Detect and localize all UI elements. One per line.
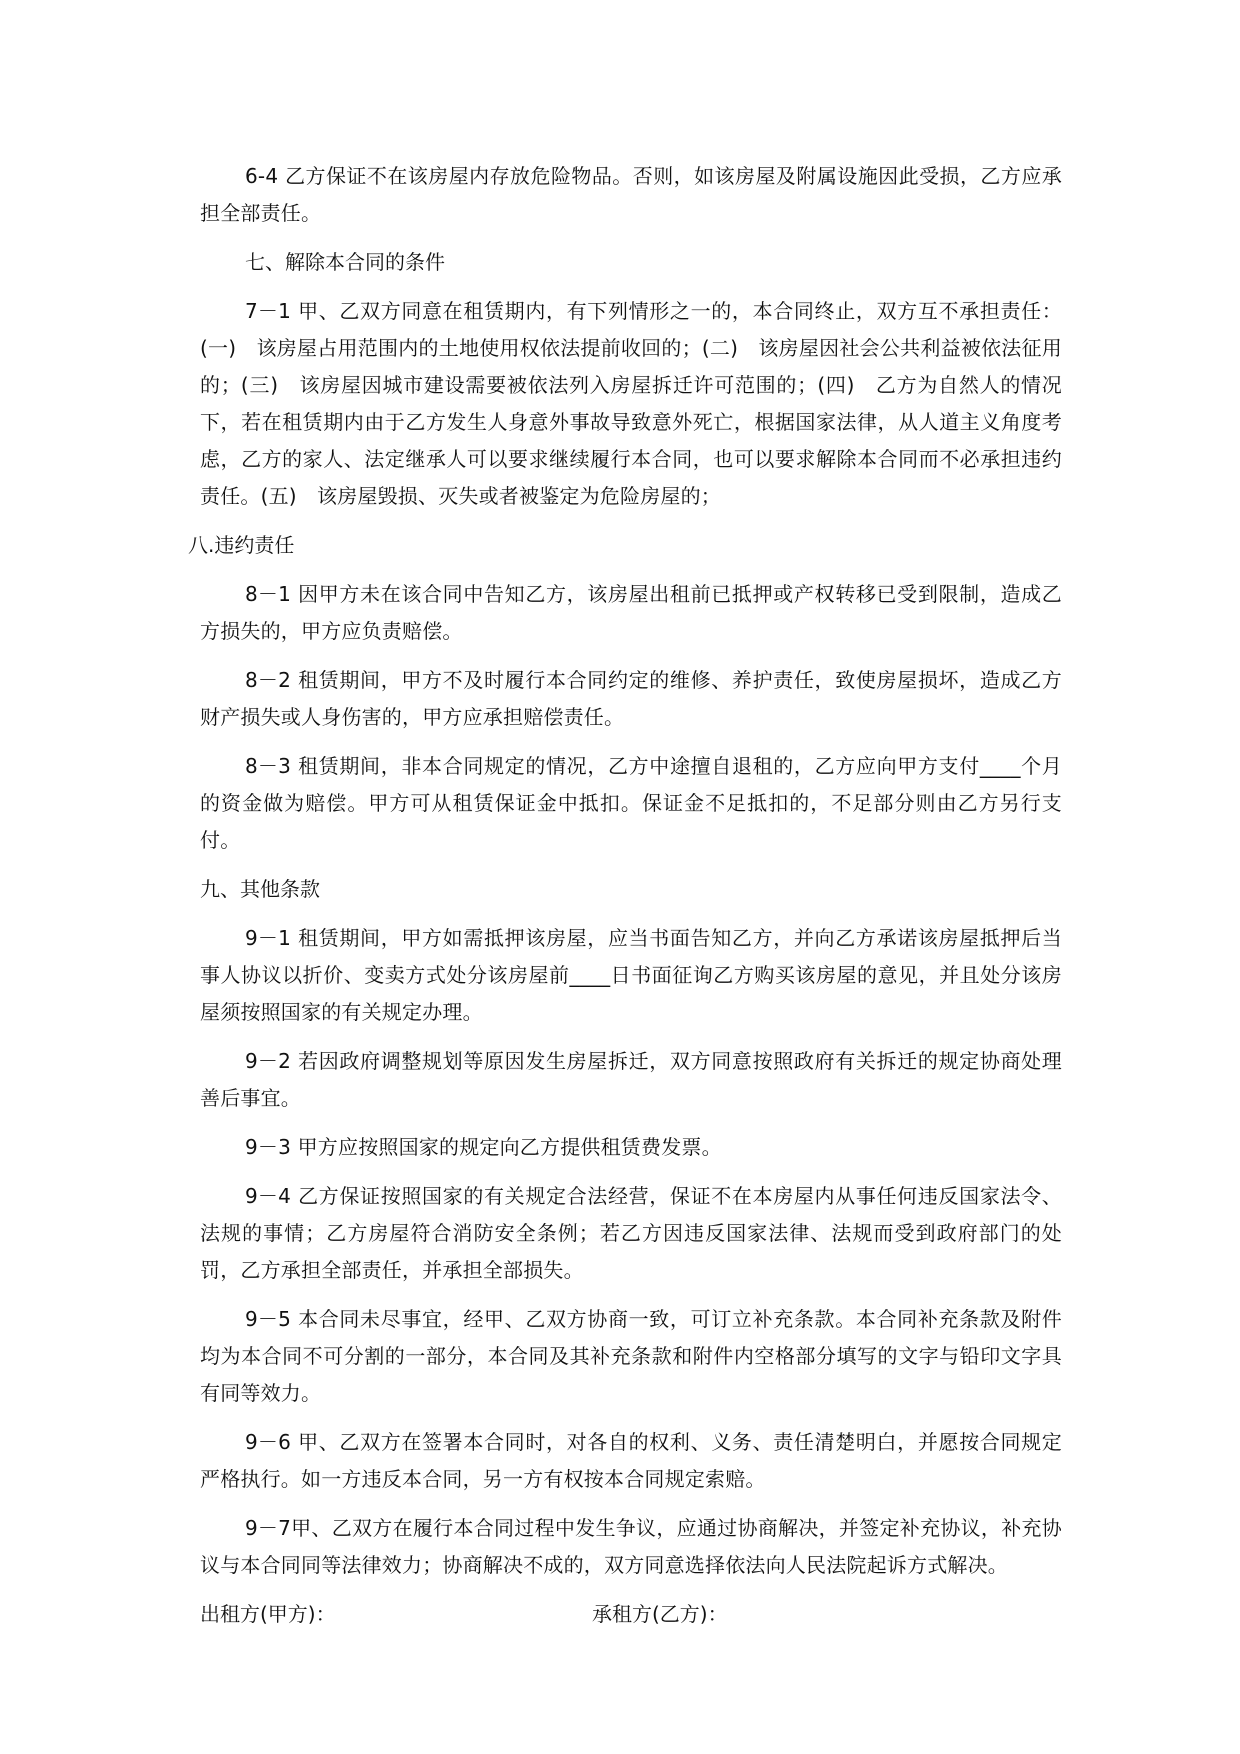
section-heading-9: 九、其他条款 (200, 877, 320, 901)
clause-6-4: 6-4 乙方保证不在该房屋内存放危险物品。否则，如该房屋及附属设施因此受损，乙方应承担全部责任。 (200, 164, 1062, 225)
section-heading-7: 七、解除本合同的条件 (245, 250, 445, 274)
clause-8-3: 8－3 租赁期间，非本合同规定的情况，乙方中途擅自退租的，乙方应向甲方支付____个月的资金做为赔偿。甲方可从租赁保证金中抵扣。保证金不足抵扣的，不足部分则由乙方另行支付。 (200, 754, 1062, 852)
clause-9-2: 9－2 若因政府调整规划等原因发生房屋拆迁，双方同意按照政府有关拆迁的规定协商处理善后事宜。 (200, 1049, 1062, 1110)
clause-8-1: 8－1 因甲方未在该合同中告知乙方，该房屋出租前已抵押或产权转移已受到限制，造成乙方损失的，甲方应负责赔偿。 (200, 582, 1062, 643)
clause-7-1: 7－1 甲、乙双方同意在租赁期内，有下列情形之一的，本合同终止，双方互不承担责任：(一) 该房屋占用范围内的土地使用权依法提前收回的；(二) 该房屋因社会公共利益被依法征用的；(三) 该房屋因城市建设需要被依法列入房屋拆迁许可范围的；(四) 乙方为自然人的情况下，若在租赁期内由于乙方发生人身意外事故导致意外死亡，根据国家法律，从人道主义角度考虑，乙方的家人、法定继承人可以要求继续履行本合同，也可以要求解除本合同而不必承担违约责任。(五) 该房屋毁损、灭失或者被鉴定为危险房屋的； (200, 299, 1062, 508)
signature-row (200, 1596, 1062, 1633)
lessor-signature-label: 出租方(甲方)： (200, 1602, 336, 1626)
clause-9-4: 9－4 乙方保证按照国家的有关规定合法经营，保证不在本房屋内从事任何违反国家法令、法规的事情；乙方房屋符合消防安全条例；若乙方因违反国家法律、法规而受到政府部门的处罚，乙方承担全部责任，并承担全部损失。 (200, 1184, 1062, 1282)
clause-9-5: 9－5 本合同未尽事宜，经甲、乙双方协商一致，可订立补充条款。本合同补充条款及附件均为本合同不可分割的一部分，本合同及其补充条款和附件内空格部分填写的文字与铅印文字具有同等效力。 (200, 1307, 1062, 1405)
contract-body (188, 158, 1062, 1633)
clause-9-3: 9－3 甲方应按照国家的规定向乙方提供租赁费发票。 (245, 1135, 722, 1159)
clause-9-7: 9－7甲、乙双方在履行本合同过程中发生争议，应通过协商解决，并签定补充协议，补充协议与本合同同等法律效力；协商解决不成的，双方同意选择依法向人民法院起诉方式解决。 (200, 1516, 1062, 1577)
clause-8-2: 8－2 租赁期间，甲方不及时履行本合同约定的维修、养护责任，致使房屋损坏，造成乙方财产损失或人身伤害的，甲方应承担赔偿责任。 (200, 668, 1062, 729)
section-heading-8: 八.违约责任 (188, 533, 295, 557)
lessee-signature-label: 承租方(乙方)： (592, 1602, 728, 1626)
clause-9-1: 9－1 租赁期间，甲方如需抵押该房屋，应当书面告知乙方，并向乙方承诺该房屋抵押后当事人协议以折价、变卖方式处分该房屋前____日书面征询乙方购买该房屋的意见，并且处分该房屋须按照国家的有关规定办理。 (200, 926, 1062, 1024)
clause-9-6: 9－6 甲、乙双方在签署本合同时，对各自的权利、义务、责任清楚明白，并愿按合同规定严格执行。如一方违反本合同，另一方有权按本合同规定索赔。 (200, 1430, 1062, 1491)
